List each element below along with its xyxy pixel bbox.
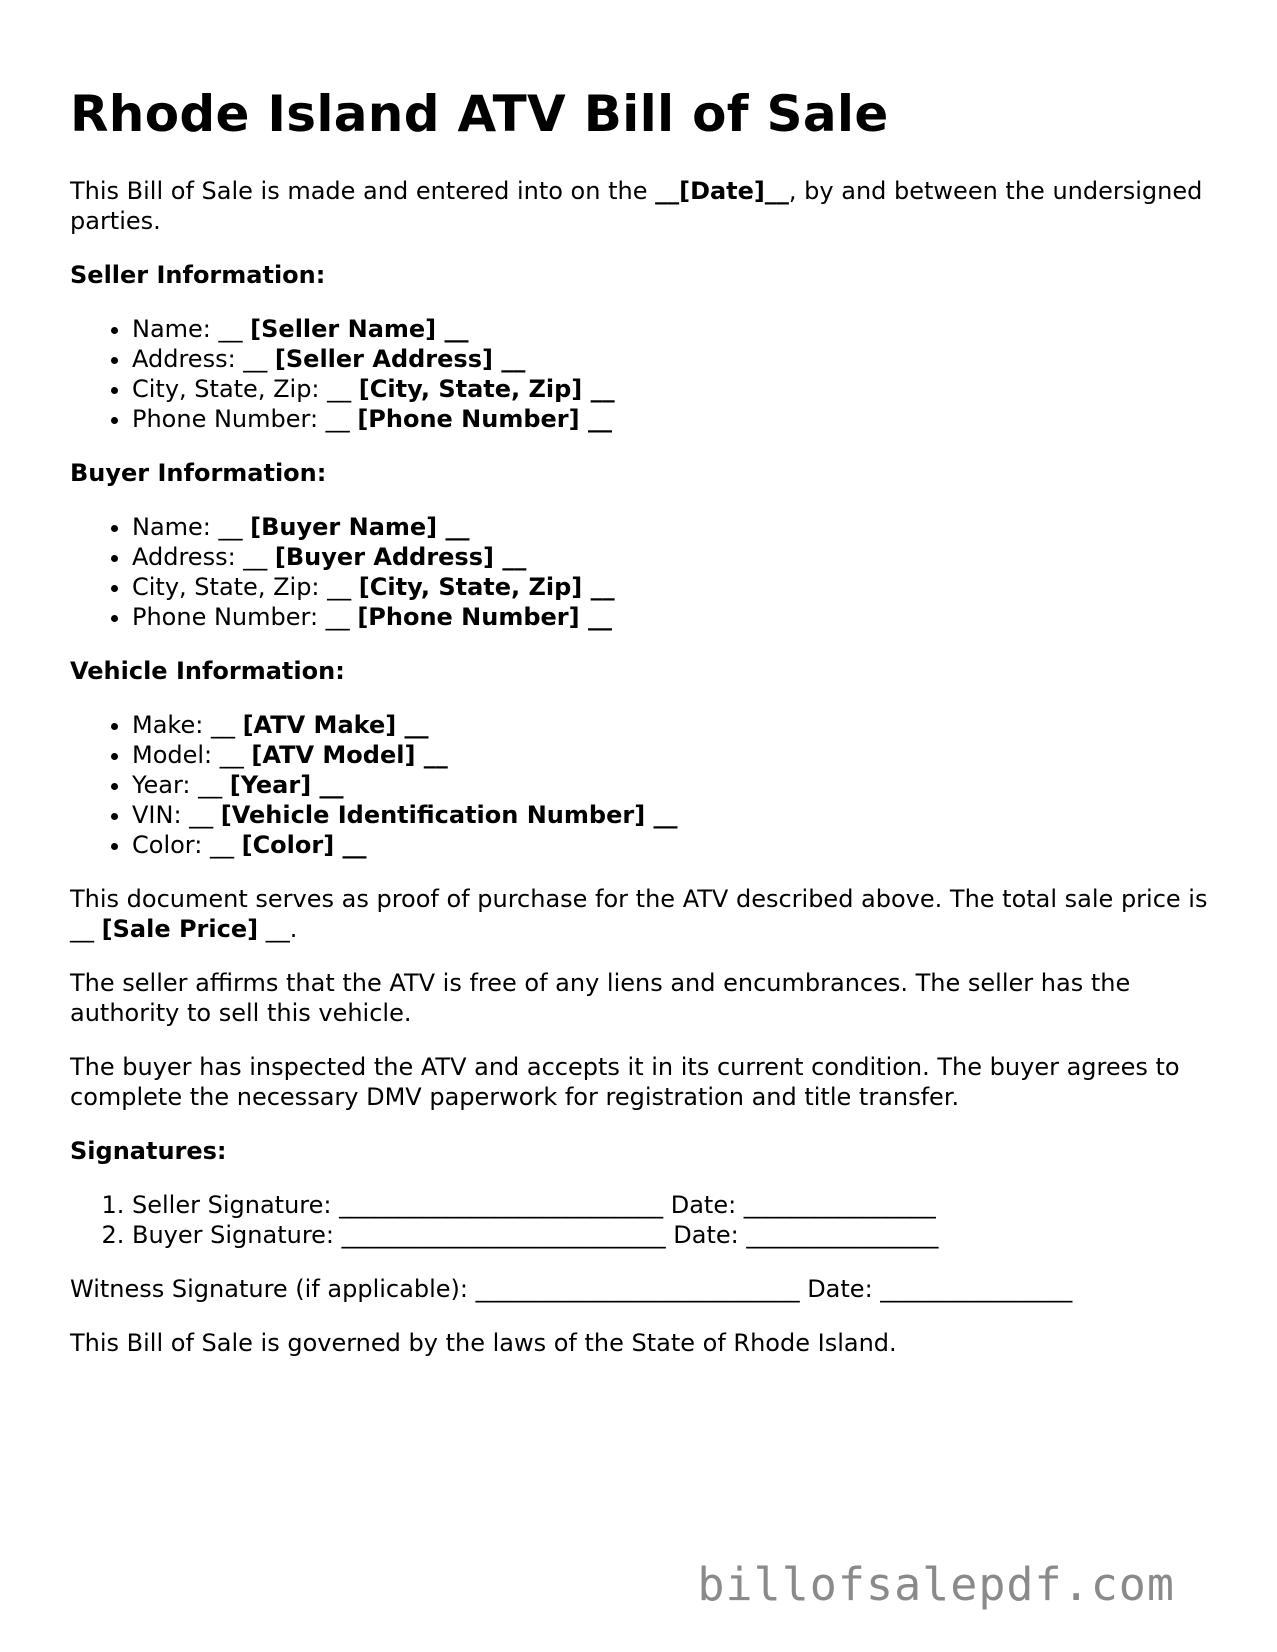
list-item: • City, State, Zip: __ [City, State, Zip] __ <box>132 374 1220 404</box>
list-item: • City, State, Zip: __ [City, State, Zip] __ <box>132 572 1220 602</box>
buyer-heading: Buyer Information: <box>70 459 327 487</box>
list-item: • Phone Number: __ [Phone Number] __ <box>132 404 1220 434</box>
list-item: • Color: __ [Color] __ <box>132 830 1220 860</box>
list-item: • Address: __ [Seller Address] __ <box>132 344 1220 374</box>
liens-paragraph: The seller affirms that the ATV is free of any liens and encumbrances. The seller has the authority to sell this vehicle. <box>70 969 1131 1027</box>
intro-text-before: This Bill of Sale is made and entered into on the <box>70 177 656 205</box>
bill-of-sale-document <box>70 82 1220 1382</box>
list-item: • Year: __ [Year] __ <box>132 770 1220 800</box>
list-item: • Name: __ [Seller Name] __ <box>132 314 1220 344</box>
date-placeholder: __[Date]__ <box>655 177 789 205</box>
seller-list <box>70 314 1220 434</box>
buyer-list <box>70 512 1220 632</box>
intro-text-after: , by and between the undersigned parties. <box>70 177 1203 235</box>
signatures-list <box>70 1190 1220 1250</box>
witness-signature-line: Witness Signature (if applicable): ___________________________ Date: ________________ <box>70 1275 1073 1303</box>
list-item: • VIN: __ [Vehicle Identification Number] __ <box>132 800 1220 830</box>
proof-paragraph: This document serves as proof of purchase for the ATV described above. The total sale price is __ [Sale Price] __. <box>70 885 1208 943</box>
signatures-heading: Signatures: <box>70 1137 227 1165</box>
intro-paragraph <box>70 176 1220 236</box>
governing-law-paragraph: This Bill of Sale is governed by the laws of the State of Rhode Island. <box>70 1329 897 1357</box>
vehicle-heading: Vehicle Information: <box>70 657 345 685</box>
buyer-signature-line: 2. Buyer Signature: ___________________________ Date: ________________ <box>132 1220 1220 1250</box>
vehicle-list <box>70 710 1220 860</box>
document-title: Rhode Island ATV Bill of Sale <box>70 85 889 143</box>
seller-heading: Seller Information: <box>70 261 326 289</box>
seller-signature-line: 1. Seller Signature: ___________________________ Date: ________________ <box>132 1190 1220 1220</box>
list-item: • Phone Number: __ [Phone Number] __ <box>132 602 1220 632</box>
list-item: • Name: __ [Buyer Name] __ <box>132 512 1220 542</box>
inspection-paragraph: The buyer has inspected the ATV and accepts it in its current condition. The buyer agrees to complete the necessary DMV paperwork for registration and title transfer. <box>70 1053 1180 1111</box>
list-item: • Model: __ [ATV Model] __ <box>132 740 1220 770</box>
site-watermark: billofsalepdf.com <box>697 1558 1175 1611</box>
sale-price-placeholder: [Sale Price] <box>101 915 259 943</box>
list-item: • Address: __ [Buyer Address] __ <box>132 542 1220 572</box>
list-item: • Make: __ [ATV Make] __ <box>132 710 1220 740</box>
